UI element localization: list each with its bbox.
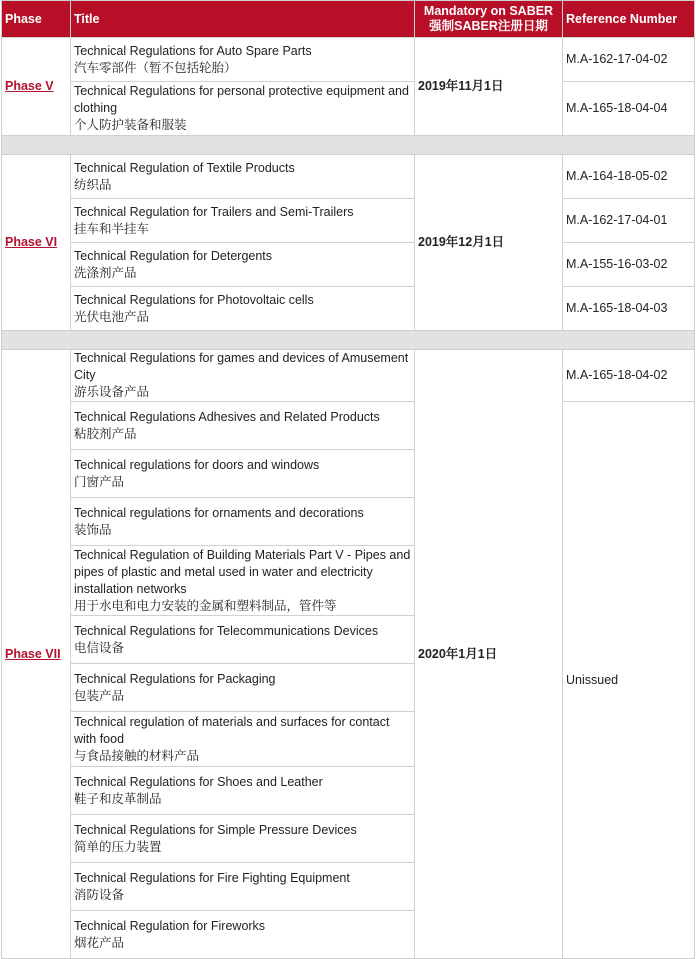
phase-vii-link[interactable]: Phase VII xyxy=(5,646,61,661)
title-cell xyxy=(71,350,415,402)
title-cell xyxy=(71,616,415,664)
title-en: Technical Regulations for games and devices of Amusement City xyxy=(74,351,409,382)
title-cell xyxy=(71,450,415,498)
title-cn: 与食品接触的材料产品 xyxy=(74,748,200,763)
title-en: Technical Regulations for Shoes and Leather xyxy=(74,774,323,789)
phase-separator xyxy=(2,136,695,155)
title-cell xyxy=(71,155,415,199)
title-en: Technical Regulations for Simple Pressure Devices xyxy=(74,822,357,837)
title-en: Technical Regulations for Telecommunications Devices xyxy=(74,623,379,638)
title-cell xyxy=(71,498,415,546)
table-header-row xyxy=(2,1,695,38)
phase-cell xyxy=(2,38,71,136)
table-row xyxy=(2,38,695,82)
table-row xyxy=(2,243,695,287)
header-mandatory-en: Mandatory on SABER xyxy=(423,4,554,18)
title-cn: 简单的压力装置 xyxy=(74,839,162,854)
title-cell xyxy=(71,664,415,712)
mandatory-date: 2019年11月1日 xyxy=(415,38,563,136)
reference-number: M.A-164-18-05-02 xyxy=(563,155,695,199)
title-cn: 粘胶剂产品 xyxy=(74,426,137,441)
title-cn: 电信设备 xyxy=(74,640,125,655)
title-cn: 洗涤剂产品 xyxy=(74,265,137,280)
title-cell xyxy=(71,243,415,287)
title-cn: 游乐设备产品 xyxy=(74,385,150,399)
phase-separator xyxy=(2,331,695,350)
title-cell xyxy=(71,815,415,863)
reference-number: M.A-165-18-04-02 xyxy=(563,350,695,402)
title-cn: 汽车零部件（暂不包括轮胎） xyxy=(74,60,237,75)
title-cell xyxy=(71,199,415,243)
header-reference: Reference Number xyxy=(563,1,695,38)
title-en: Technical Regulation of Building Materials Part V - Pipes and pipes of plastic and metal used in water and electricity installation networks xyxy=(74,547,411,596)
title-cell xyxy=(71,287,415,331)
title-en: Technical Regulation for Detergents xyxy=(74,248,273,263)
title-en: Technical Regulations for personal protective equipment and clothing xyxy=(74,84,409,115)
header-mandatory-cn: 强制SABER注册日期 xyxy=(429,19,548,33)
table-row xyxy=(2,155,695,199)
reference-number: M.A-165-18-04-03 xyxy=(563,287,695,331)
header-mandatory xyxy=(415,1,563,38)
title-en: Technical Regulation for Trailers and Semi-Trailers xyxy=(74,204,354,219)
title-cn: 用于水电和电力安装的金属和塑料制品，管件等 xyxy=(74,598,337,613)
title-en: Technical Regulation for Fireworks xyxy=(74,918,266,933)
header-title: Title xyxy=(71,1,415,38)
title-cn: 鞋子和皮革制品 xyxy=(74,791,162,806)
phase-vi-link[interactable]: Phase VI xyxy=(5,235,58,249)
title-en: Technical Regulations for Auto Spare Parts xyxy=(74,43,312,58)
title-cell xyxy=(71,402,415,450)
title-cell xyxy=(71,38,415,82)
title-en: Technical Regulation of Textile Products xyxy=(74,160,295,175)
reference-number: Unissued xyxy=(563,402,695,959)
reference-number: M.A-162-17-04-02 xyxy=(563,38,695,82)
title-cn: 个人防护装备和服装 xyxy=(74,118,187,132)
title-cn: 包装产品 xyxy=(74,688,125,703)
title-cn: 挂车和半挂车 xyxy=(74,221,150,236)
mandatory-date: 2020年1月1日 xyxy=(415,350,563,959)
title-en: Technical regulation of materials and surfaces for contact with food xyxy=(74,714,390,746)
title-cell xyxy=(71,863,415,911)
title-cell xyxy=(71,767,415,815)
table-row xyxy=(2,402,695,450)
title-cn: 烟花产品 xyxy=(74,935,125,950)
table-row xyxy=(2,287,695,331)
reference-number: M.A-162-17-04-01 xyxy=(563,199,695,243)
table-row xyxy=(2,199,695,243)
phase-cell xyxy=(2,155,71,331)
title-cell xyxy=(71,911,415,959)
title-cn: 装饰品 xyxy=(74,522,112,537)
reference-number: M.A-165-18-04-04 xyxy=(563,82,695,136)
title-cn: 消防设备 xyxy=(74,887,125,902)
title-en: Technical Regulations for Packaging xyxy=(74,671,276,686)
title-cn: 光伏电池产品 xyxy=(74,309,150,324)
table-row xyxy=(2,350,695,402)
title-cn: 纺织品 xyxy=(74,177,112,192)
header-phase: Phase xyxy=(2,1,71,38)
title-cell xyxy=(71,82,415,136)
mandatory-date: 2019年12月1日 xyxy=(415,155,563,331)
title-en: Technical Regulations for Photovoltaic cells xyxy=(74,292,314,307)
title-en: Technical regulations for ornaments and decorations xyxy=(74,505,364,520)
title-en: Technical Regulations Adhesives and Related Products xyxy=(74,409,380,424)
reference-number: M.A-155-16-03-02 xyxy=(563,243,695,287)
title-en: Technical Regulations for Fire Fighting Equipment xyxy=(74,870,350,885)
table-row xyxy=(2,82,695,136)
title-cell xyxy=(71,712,415,767)
phase-cell xyxy=(2,350,71,959)
title-cn: 门窗产品 xyxy=(74,474,125,489)
title-en: Technical regulations for doors and windows xyxy=(74,457,320,472)
saber-phase-table xyxy=(1,0,695,959)
phase-v-link[interactable]: Phase V xyxy=(5,79,54,93)
title-cell xyxy=(71,546,415,616)
